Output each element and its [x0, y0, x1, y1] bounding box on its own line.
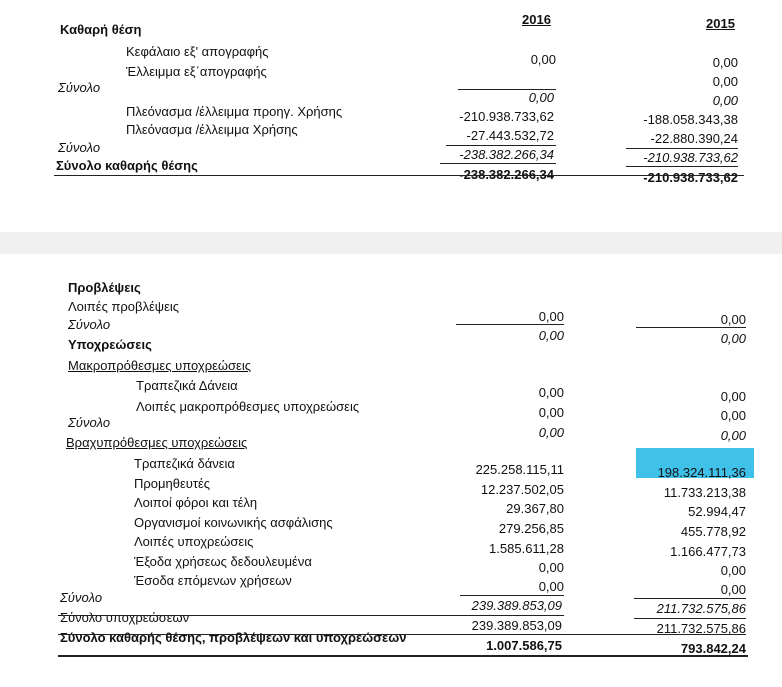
liability-value-2016: 0,00 — [538, 405, 564, 420]
page-separator — [0, 232, 782, 254]
year-2015-header: 2015 — [706, 16, 735, 31]
subtotal-rule — [460, 595, 564, 596]
equity-row-value-2016: -27.443.532,72 — [466, 128, 554, 143]
liability-value-2016: 225.258.115,11 — [475, 462, 564, 477]
total-rule — [58, 615, 564, 616]
liability-value-2016: 0,00 — [538, 560, 564, 575]
equity-row-value-2015: 0,00 — [712, 93, 738, 108]
liability-value-2015: 0,00 — [720, 582, 746, 597]
subsection-heading: Βραχυπρόθεσμες υποχρεώσεις — [66, 435, 248, 450]
equity-row-label: Κεφάλαιο εξ' απογραφής — [126, 44, 269, 59]
liability-value-2015: 455.778,92 — [680, 524, 746, 539]
liability-value-2015: 211.732.575,86 — [656, 621, 746, 636]
equity-total-value-2016: -238.382.266,34 — [459, 167, 554, 182]
liability-value-2015: 0,00 — [720, 428, 746, 443]
liability-value-2015: 0,00 — [720, 389, 746, 404]
equity-total-label: Σύνολο καθαρής θέσης — [56, 158, 198, 173]
subtotal-label: Σύνολο — [68, 317, 111, 332]
equity-total-value-2015: -210.938.733,62 — [643, 170, 738, 185]
liability-value-2015: 11.733.213,38 — [663, 485, 746, 500]
grand-total-label: Σύνολο καθαρής θέσης, προβλέψεων και υποχρεώσεων — [60, 630, 407, 645]
subtotal-rule — [626, 148, 738, 149]
subsection-heading: Μακροπρόθεσμες υποχρεώσεις — [68, 358, 252, 373]
liability-value-2016: 0,00 — [538, 425, 564, 440]
equity-row-value-2015: 0,00 — [712, 74, 738, 89]
liability-value-2015: 0,00 — [720, 408, 746, 423]
liability-value-2016: 0,00 — [538, 385, 564, 400]
liability-row-label: Τραπεζικά δάνεια — [134, 456, 235, 471]
grand-total-value-2015: 793.842,24 — [680, 641, 746, 656]
liability-row-label: Λοιπές προβλέψεις — [68, 299, 180, 314]
equity-subtotal-label: Σύνολο — [58, 80, 101, 95]
liability-row-label: Λοιπές υποχρεώσεις — [134, 534, 254, 549]
liability-value-2015: 0,00 — [720, 331, 746, 346]
liability-row-label: Λοιπές μακροπρόθεσμες υποχρεώσεις — [136, 399, 360, 414]
equity-title: Καθαρή θέση — [60, 22, 142, 37]
liability-value-2015: 52.994,47 — [688, 504, 746, 519]
double-rule — [58, 655, 748, 657]
total-rule — [58, 634, 746, 635]
liability-value-2016: 12.237.502,05 — [480, 482, 564, 497]
subtotal-rule — [634, 618, 746, 619]
liability-value-2016: 0,00 — [538, 328, 564, 343]
subtotal-rule — [634, 598, 746, 599]
equity-row-value-2016: 0,00 — [530, 52, 556, 67]
total-rule — [54, 175, 744, 176]
liabilities-panel — [0, 254, 782, 687]
year-2016-header: 2016 — [522, 12, 551, 27]
equity-row-label: Έλλειμμα εξ΄απογραφής — [126, 64, 267, 79]
liability-value-2016: 0,00 — [538, 309, 564, 324]
liability-value-2016: 279.256,85 — [498, 521, 564, 536]
equity-panel — [0, 0, 782, 232]
equity-row-value-2015: -188.058.343,38 — [643, 112, 738, 127]
equity-row-value-2015: 0,00 — [712, 55, 738, 70]
subtotal-rule — [440, 163, 556, 164]
liability-row-label: Τραπεζικά Δάνεια — [136, 378, 238, 393]
equity-row-value-2015: -22.880.390,24 — [650, 131, 738, 146]
liability-value-2016: 29.367,80 — [506, 501, 564, 516]
equity-row-value-2016: -238.382.266,34 — [459, 147, 554, 162]
liability-value-2015: 0,00 — [720, 312, 746, 327]
equity-row-value-2016: 0,00 — [528, 90, 554, 105]
liability-row-label: Λοιποί φόροι και τέλη — [134, 495, 258, 510]
equity-subtotal-label: Σύνολο — [58, 140, 101, 155]
liability-value-2015: 1.166.477,73 — [670, 544, 746, 559]
grand-total-value-2016: 1.007.586,75 — [486, 638, 562, 653]
liability-row-label: Έσοδα επόμενων χρήσεων — [134, 573, 292, 588]
equity-row-value-2016: -210.938.733,62 — [459, 109, 554, 124]
subtotal-rule — [636, 327, 746, 328]
subtotal-rule — [456, 324, 564, 325]
liability-row-label: Προμηθευτές — [134, 476, 211, 491]
liability-value-2016: 239.389.853,09 — [471, 618, 562, 633]
liability-row-label: Έξοδα χρήσεως δεδουλευμένα — [134, 554, 312, 569]
liability-value-2015: 211.732.575,86 — [656, 601, 746, 616]
liability-value-2015: 0,00 — [720, 563, 746, 578]
equity-row-label: Πλεόνασμα /έλλειμμα Χρήσης — [126, 122, 298, 137]
subtotal-rule — [626, 166, 738, 167]
liability-value-2016: 0,00 — [538, 579, 564, 594]
equity-row-label: Πλεόνασμα /έλλειμμα προηγ. Χρήσης — [126, 104, 343, 119]
section-heading: Υποχρεώσεις — [68, 337, 152, 352]
total-liabilities-label: Σύνολο υποχρεώσεων — [60, 610, 190, 625]
section-heading: Προβλέψεις — [68, 280, 141, 295]
liability-value-2016: 1.585.611,28 — [489, 541, 564, 556]
subtotal-label: Σύνολο — [68, 415, 111, 430]
subtotal-label: Σύνολο — [60, 590, 103, 605]
equity-row-value-2015: -210.938.733,62 — [643, 150, 738, 165]
liability-value-2016: 239.389.853,09 — [471, 598, 562, 613]
liability-value-2015: 198.324.111,36 — [657, 465, 746, 480]
liability-row-label: Οργανισμοί κοινωνικής ασφάλισης — [134, 515, 333, 530]
subtotal-rule — [446, 145, 556, 146]
